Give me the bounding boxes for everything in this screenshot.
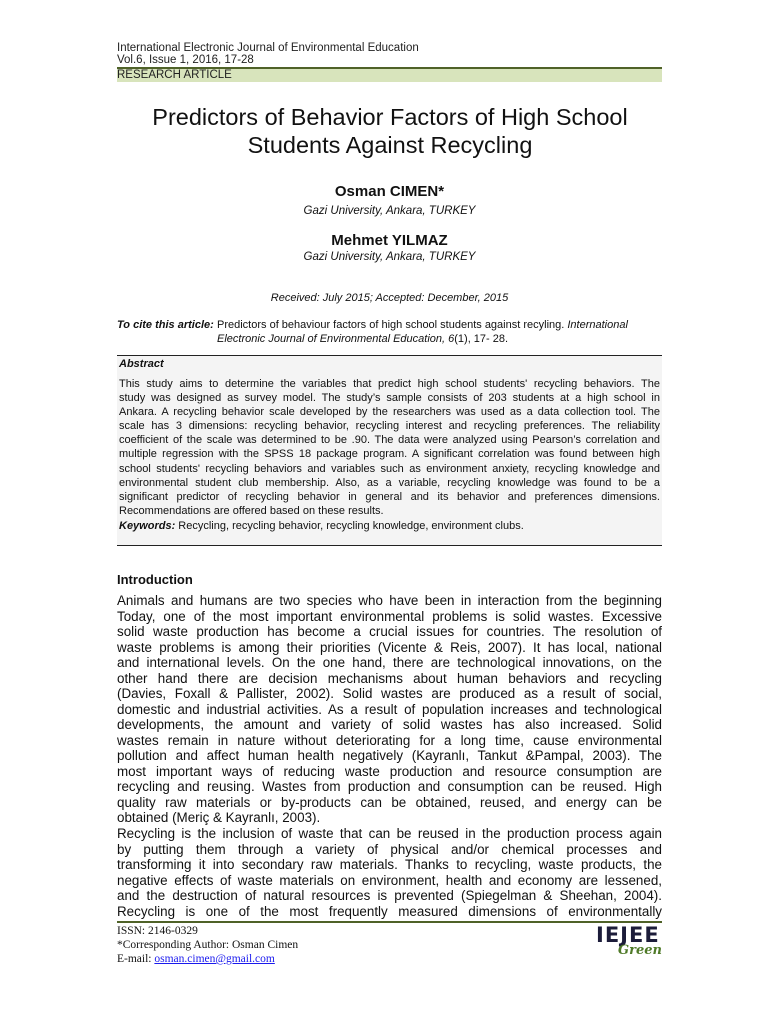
keywords [119,520,524,532]
text-line: (Davies, Foxall & Pallister, 2002). Solid wastes are produced as a result of social, [117,686,662,701]
keywords-label: Keywords: [119,520,176,532]
section-heading: Introduction [117,572,193,587]
citation [117,318,662,345]
text-line: recycling and reusing. Wastes from production and consumption can be reused. High [117,779,662,794]
logo-main: IEJEE [596,923,660,947]
text-line: negative effects of waste materials on environment, health and economy are lessened, [117,872,662,888]
email-link[interactable]: osman.cimen@gmail.com [154,953,275,965]
text-line: Recycling is the inclusion of waste that can be reused in the production process again [117,826,662,841]
text-line: domestic and industrial activities. As a result of population increases and technological [117,701,662,717]
abstract-text [119,377,660,518]
text-line: by putting them through a variety of physical and/or chemical processes and [117,841,662,857]
logo-sub: Green [618,943,662,958]
author-name: Osman CIMEN* [334,183,445,200]
text-line: significant predictor of recycling behavior in general and its behavior and preferences dimensions. [119,490,660,503]
divider [117,355,662,356]
cite-text: Predictors of behaviour factors of high school students against recyling. [217,319,568,331]
text-line: Animals and humans are two species who have been in interaction from the beginning [117,593,662,608]
text-line: and the destruction of natural resources is prevented (Spiegelman & Sheehan, 2004). [117,888,662,903]
intro-paragraph-2 [117,826,662,919]
text-line: multiple regression with the SPSS 18 package program. A significant correlation was found between high [119,448,660,461]
author-name: Mehmet YILMAZ [331,232,448,249]
text-line: developments, the amount and variety of solid wastes has also increased. Solid [117,717,662,732]
text-line: and international levels. On the one hand, there are technological innovations, on the [117,655,662,670]
text-line: environmental student club membership. Also, as a variable, recycling knowledge was found to be a [119,476,660,489]
text-line: Today, one of the most important environmental problems is solid wastes. Excessive [117,608,662,624]
text-line: other hand there are decision mechanisms about human behaviors and recycling [117,670,662,686]
text-line: solid waste production has become a crucial issues for countries. The resolution of [117,624,662,639]
paper-title [100,103,680,159]
text-line: coefficient of the scale was determined to be .90. The data were analyzed using Pearson’s correlation and [119,434,660,447]
text-line: wastes remain in nature without deteriorating for a long time, cause environmental [117,732,662,748]
text-line: This study aims to determine the variables that predict high school students' recycling behaviors. The [119,378,660,390]
text-line: transforming it into secondary raw materials. Thanks to recycling, waste products, the [117,857,662,872]
divider [117,545,662,546]
article-type: RESEARCH ARTICLE [117,69,232,81]
text-line: most important ways of reducing waste production and resource consumption are [117,763,662,779]
text-line: Ankara. A recycling behavior scale developed by the researchers was used as a data collection tool. The [119,406,660,419]
intro-paragraph-1 [117,593,662,826]
cite-label: To cite this article: [117,319,214,331]
issn: ISSN: 2146-0329 [117,925,198,937]
text-line: pollution and affect human health negatively (Kayranlı, Tankut &Pampal, 2003). The [117,748,662,763]
journal-name: International Electronic Journal of Environmental Education [117,42,419,54]
text-line: Recommendations are offered based on these results. [119,504,384,517]
received-dates: Received: July 2015; Accepted: December, 2015 [270,292,509,304]
text-line: Recycling is one of the most frequently measured dimensions of environmentally [117,903,662,919]
article-type-band [117,67,662,82]
title-line: Students Against Recycling [247,132,533,158]
journal-volume: Vol.6, Issue 1, 2016, 17-28 [117,54,254,66]
author-affiliation: Gazi University, Ankara, TURKEY [303,205,476,217]
title-line: Predictors of Behavior Factors of High School [152,104,628,130]
text-line: school students' recycling behaviors and variables such as environment anxiety, recycling knowledge and [119,462,660,475]
text-line: waste problems is among their priorities (Vicente & Reis, 2007). It has local, national [117,639,662,655]
email-label: E-mail: [117,953,155,965]
corresponding-author: *Corresponding Author: Osman Cimen [117,939,299,951]
cite-rest: (1), 17- 28. [454,333,509,345]
cite-journal: International Electronic Journal of Environmental Education, 6 [217,319,628,345]
keywords-text: Recycling, recycling behavior, recycling knowledge, environment clubs. [175,520,524,532]
footer-divider [117,921,662,923]
text-line: scale has 3 dimensions: recycling behavior, recycling interest and recycling preferences. The reliability [119,420,660,433]
text-line: obtained (Meriç & Kayranlı, 2003). [117,810,321,825]
text-line: study was designed as survey model. The study’s sample consists of 203 students at a high school in [119,392,660,405]
email-line [117,952,275,966]
author-affiliation: Gazi University, Ankara, TURKEY [303,251,476,263]
text-line: quality raw materials or by-products can be obtained, reused, and energy can be [117,794,662,810]
abstract-heading: Abstract [119,358,164,370]
iejee-green-logo [596,924,664,964]
